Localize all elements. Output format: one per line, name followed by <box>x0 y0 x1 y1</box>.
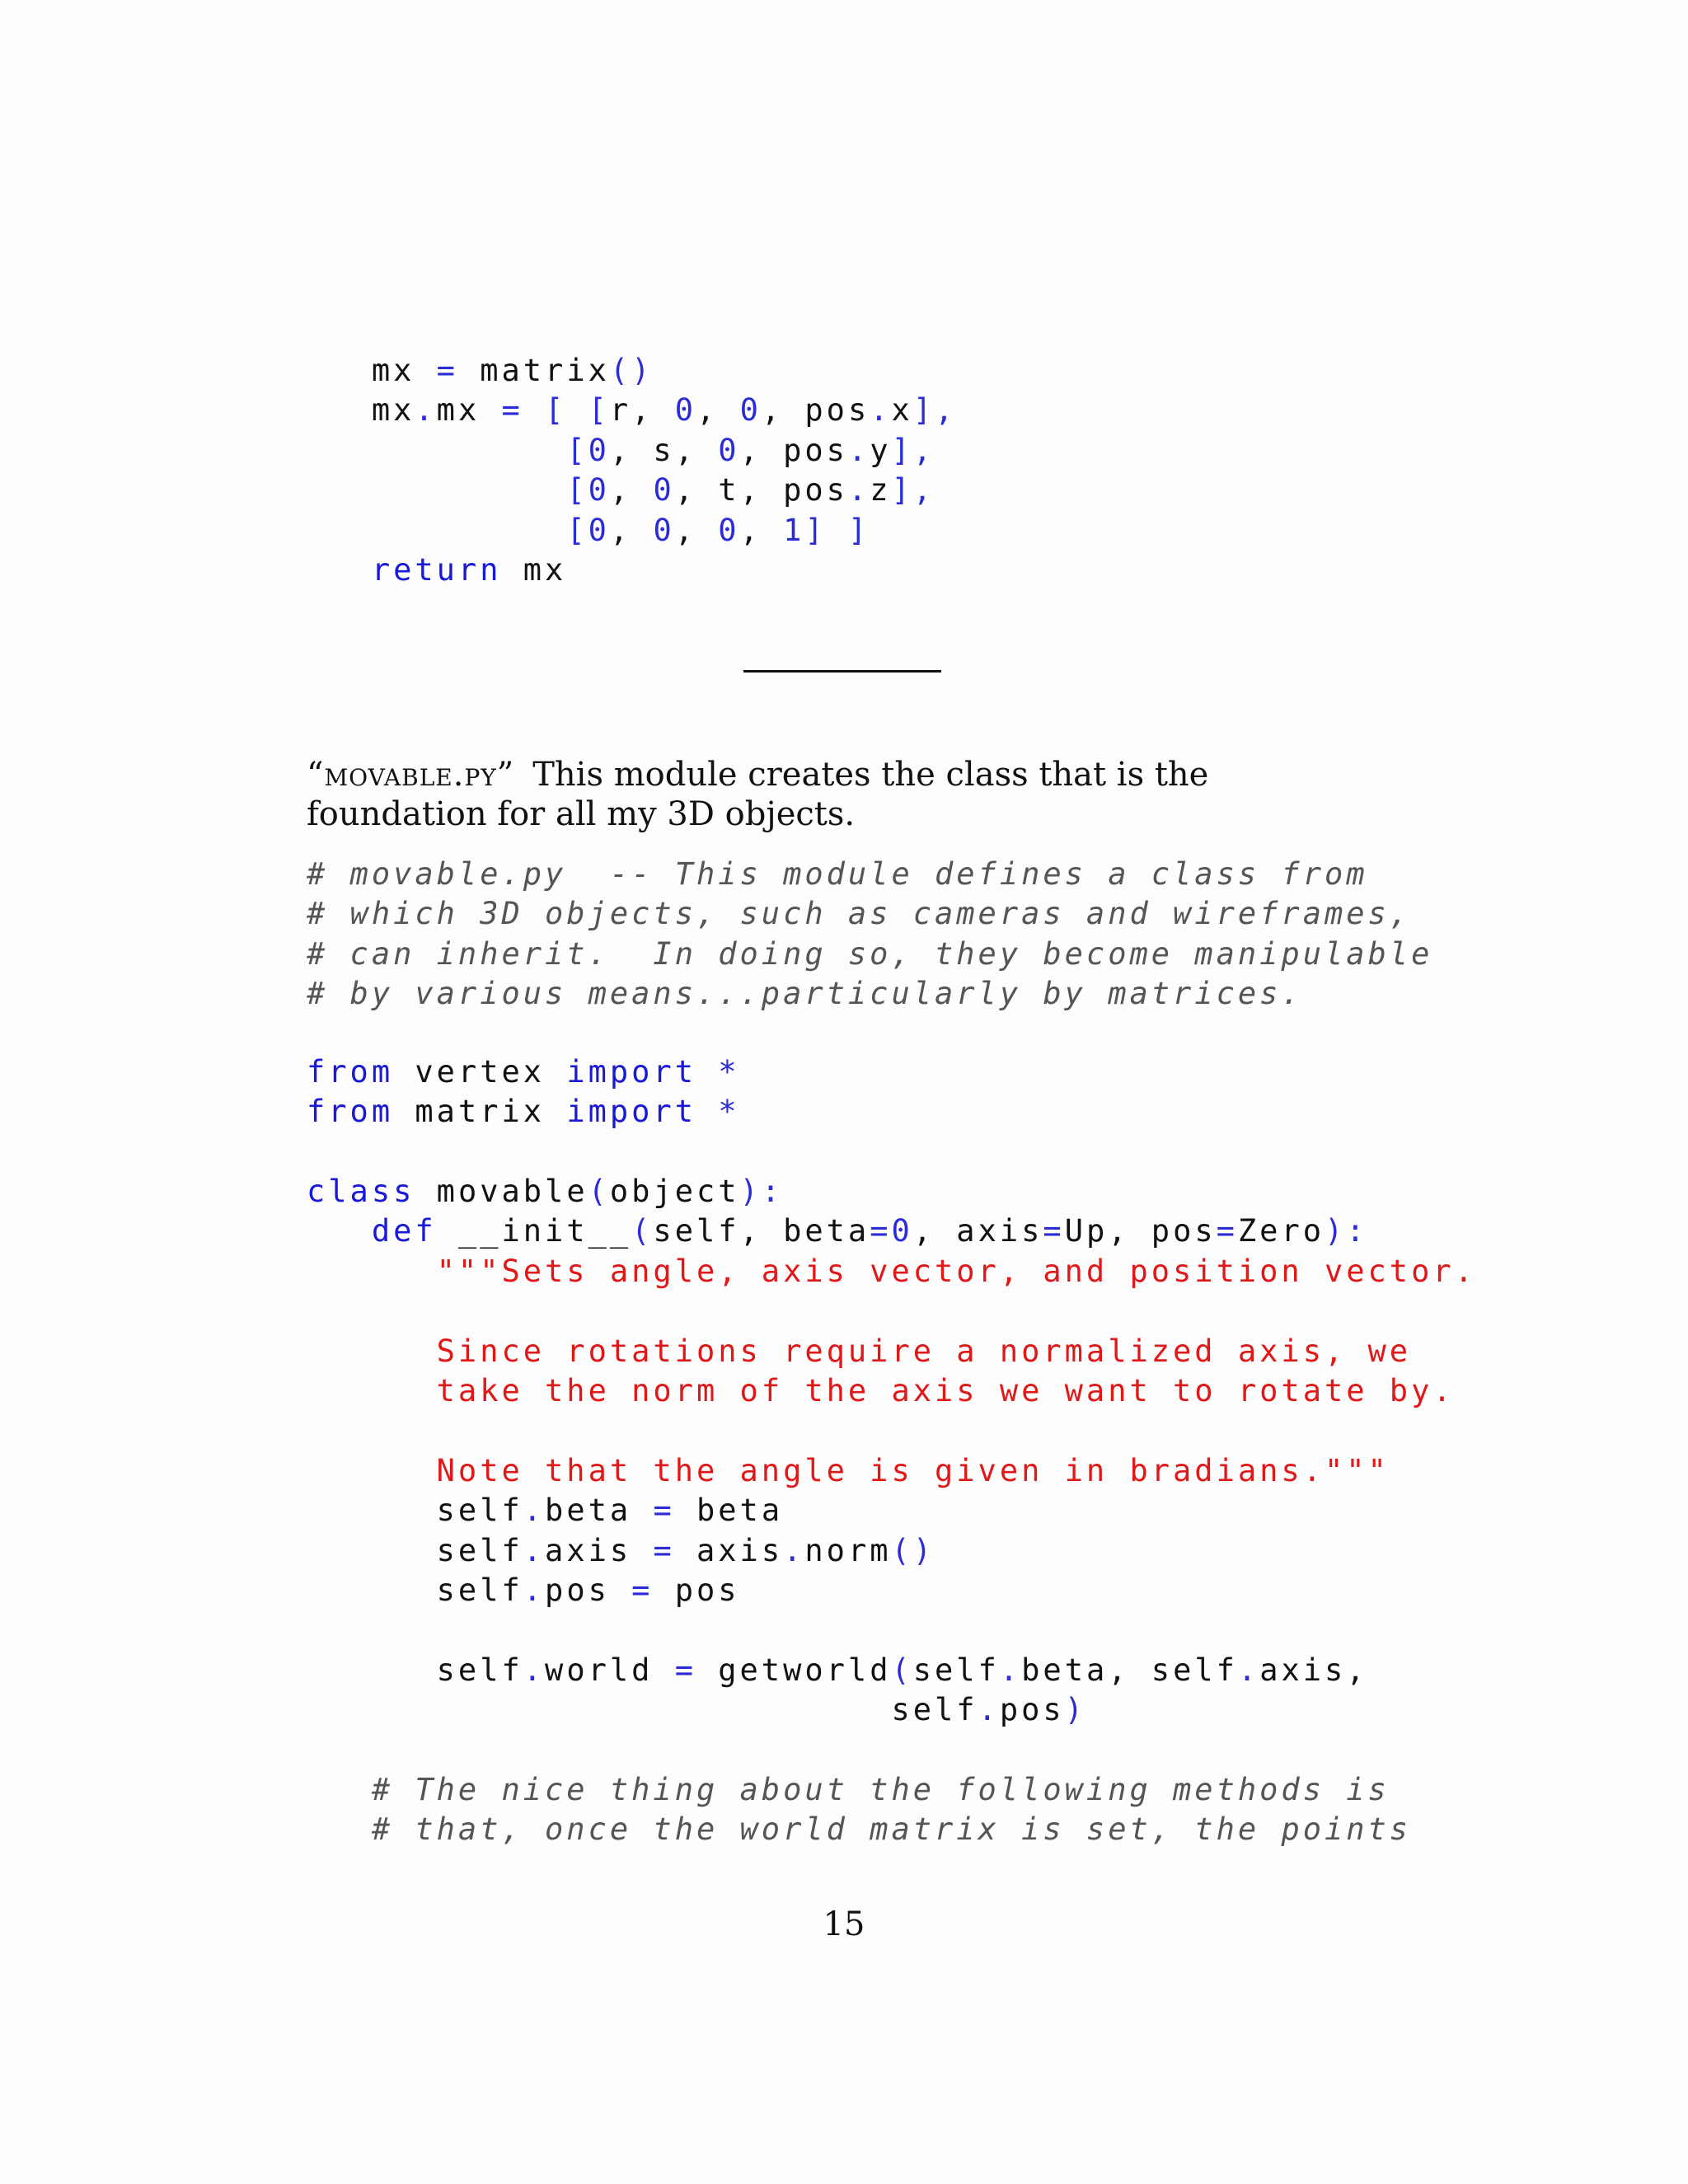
code-line: mx = matrix() <box>307 353 654 388</box>
code-line: self.axis = axis.norm() <box>307 1532 935 1568</box>
code-line: take the norm of the axis we want to rotate by. <box>307 1372 1455 1408</box>
code-line: self.pos) <box>307 1692 1086 1728</box>
section-title: “movable.py” <box>307 756 515 794</box>
section-text: This module creates the class that is the foundation for all my 3D objects. <box>307 756 1209 833</box>
code-comment-line: # that, once the world matrix is set, the points <box>307 1811 1412 1848</box>
code-line: self.beta = beta <box>307 1493 784 1529</box>
code-comment-line: # can inherit. In doing so, they become manipulable <box>307 935 1433 972</box>
code-line <box>307 1291 1476 1331</box>
code-line: self.pos = pos <box>307 1572 740 1608</box>
code-line: from matrix import * <box>307 1094 740 1130</box>
section-paragraph <box>307 755 1395 834</box>
code-comment-line: # The nice thing about the following methods is <box>307 1771 1390 1807</box>
code-block-class-movable <box>307 1172 1476 1850</box>
code-line: [0, s, 0, pos.y], <box>566 432 935 468</box>
code-block-header-comments <box>307 855 1432 1015</box>
code-line <box>307 1411 1476 1451</box>
code-line: mx.mx = [ [r, 0, 0, pos.x], <box>307 392 957 429</box>
code-line: def __init__(self, beta=0, axis=Up, pos=Zero): <box>371 1213 1368 1249</box>
page-number: 15 <box>823 1905 865 1943</box>
code-comment-line: # which 3D objects, such as cameras and wireframes, <box>307 896 1412 932</box>
code-block-matrix-return <box>307 351 956 590</box>
code-line: return mx <box>371 551 567 588</box>
code-line: Note that the angle is given in bradians.""" <box>307 1452 1390 1488</box>
code-line: Since rotations require a normalized axis, we <box>307 1333 1412 1369</box>
code-block-imports <box>307 1052 740 1132</box>
code-comment-line: # by various means...particularly by matrices. <box>307 976 1303 1012</box>
code-line: [0, 0, 0, 1] ] <box>566 512 870 548</box>
section-divider-rule <box>743 670 941 673</box>
code-line: """Sets angle, axis vector, and position vector. <box>307 1253 1476 1289</box>
code-line: self.world = getworld(self.beta, self.axis, <box>307 1652 1368 1688</box>
code-line: from vertex import * <box>307 1054 740 1090</box>
code-line: [0, 0, t, pos.z], <box>566 472 935 509</box>
code-comment-line: # movable.py -- This module defines a class from <box>307 856 1368 892</box>
code-line <box>307 1730 1476 1769</box>
code-line <box>307 1610 1476 1650</box>
code-line: class movable(object): <box>307 1174 784 1209</box>
